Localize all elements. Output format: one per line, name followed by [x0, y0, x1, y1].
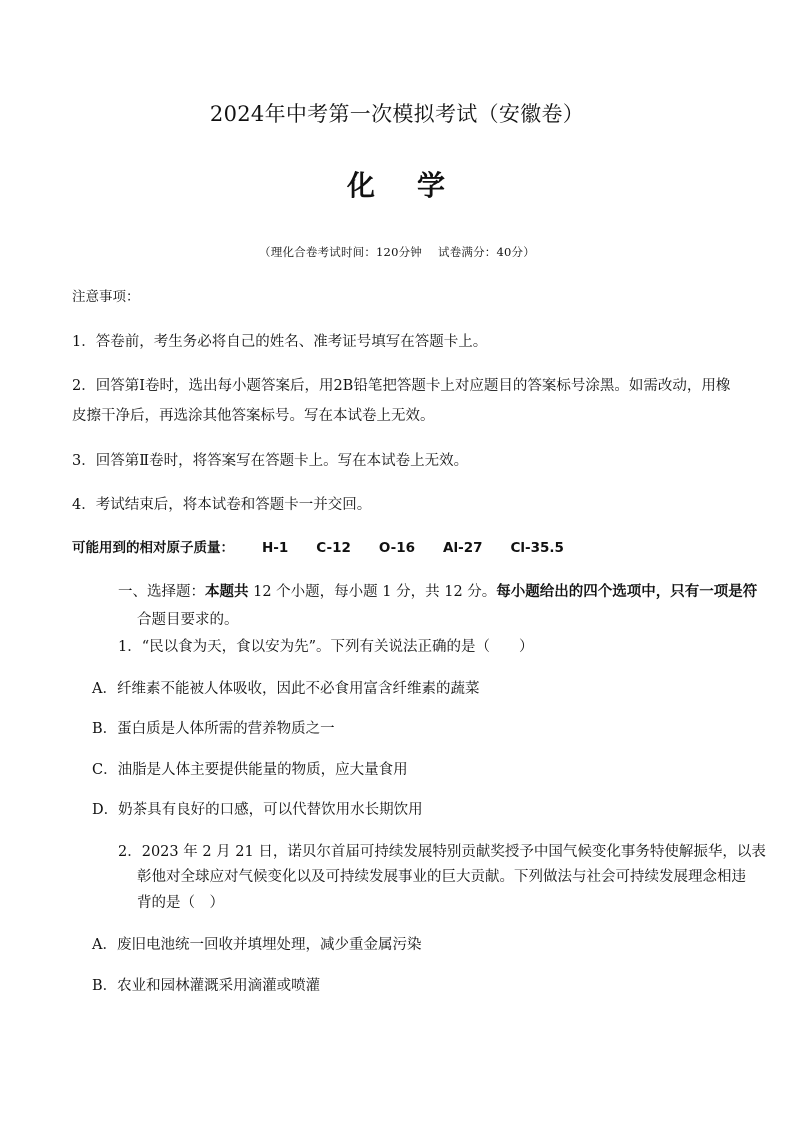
question-1-option-d: D．奶茶具有良好的口感，可以代替饮用水长期饮用 [92, 802, 423, 818]
atomic-mass-al: Al-27 [443, 540, 483, 556]
atomic-mass-o: O-16 [378, 540, 416, 556]
section-1-mid: 12 个小题，每小题 1 分，共 12 分。 [248, 584, 497, 600]
notice-heading: 注意事项： [72, 289, 140, 305]
question-2-stem-line-1: 2．2023 年 2 月 21 日，诺贝尔首届可持续发展特别贡献奖授予中国气候变化事务特使解振华，以表 [118, 844, 766, 860]
section-1-heading [118, 582, 757, 602]
atomic-mass-cl: Cl-35.5 [510, 540, 564, 556]
notice-item-2-cont: 皮擦干净后，再选涂其他答案标号。写在本试卷上无效。 [72, 408, 435, 424]
question-1-stem: 1．“民以食为天，食以安为先”。下列有关说法正确的是（ ） [118, 639, 534, 655]
exam-time: （理化合卷考试时间：120分钟 [259, 245, 422, 259]
section-1-bold-2: 每小题给出的四个选项中，只有一项是符 [496, 583, 758, 600]
exam-score: 试卷满分：40分） [438, 245, 535, 259]
subject-char-1: 化 [346, 169, 377, 202]
notice-item-2: 2．回答第Ⅰ卷时，选出每小题答案后，用2B铅笔把答题卡上对应题目的答案标号涂黑。如需改动，用橡 [72, 378, 731, 394]
question-2-option-b: B．农业和园林灌溉采用滴灌或喷灌 [92, 978, 321, 994]
atomic-masses [72, 538, 564, 558]
exam-info [0, 243, 794, 261]
subject-char-2: 学 [417, 169, 448, 202]
notice-item-3: 3．回答第Ⅱ卷时，将答案写在答题卡上。写在本试卷上无效。 [72, 453, 469, 469]
question-2-option-a: A．废旧电池统一回收并填埋处理，减少重金属污染 [92, 937, 422, 953]
question-2-stem-line-3: 背的是（ ） [137, 895, 224, 911]
section-1-bold-1: 本题共 [205, 583, 249, 600]
exam-title: 2024年中考第一次模拟考试（安徽卷） [209, 102, 585, 126]
question-1-option-b: B．蛋白质是人体所需的营养物质之一 [92, 721, 335, 737]
question-1-option-a: A．纤维素不能被人体吸收，因此不必食用富含纤维素的蔬菜 [92, 681, 480, 697]
question-1-option-c: C．油脂是人体主要提供能量的物质，应大量食用 [92, 762, 408, 778]
atomic-mass-h: H-1 [262, 540, 289, 556]
subject-heading [0, 166, 794, 206]
atomic-masses-label: 可能用到的相对原子质量： [72, 540, 234, 556]
atomic-mass-c: C-12 [316, 540, 351, 556]
question-2-stem-line-2: 彰他对全球应对气候变化以及可持续发展事业的巨大贡献。下列做法与社会可持续发展理念相违 [137, 869, 746, 885]
section-1-heading-cont: 合题目要求的。 [137, 612, 239, 628]
notice-item-1: 1．答卷前，考生务必将自己的姓名、准考证号填写在答题卡上。 [72, 334, 488, 350]
section-1-prefix: 一、选择题： [118, 584, 205, 600]
notice-item-4: 4．考试结束后，将本试卷和答题卡一并交回。 [72, 497, 372, 513]
